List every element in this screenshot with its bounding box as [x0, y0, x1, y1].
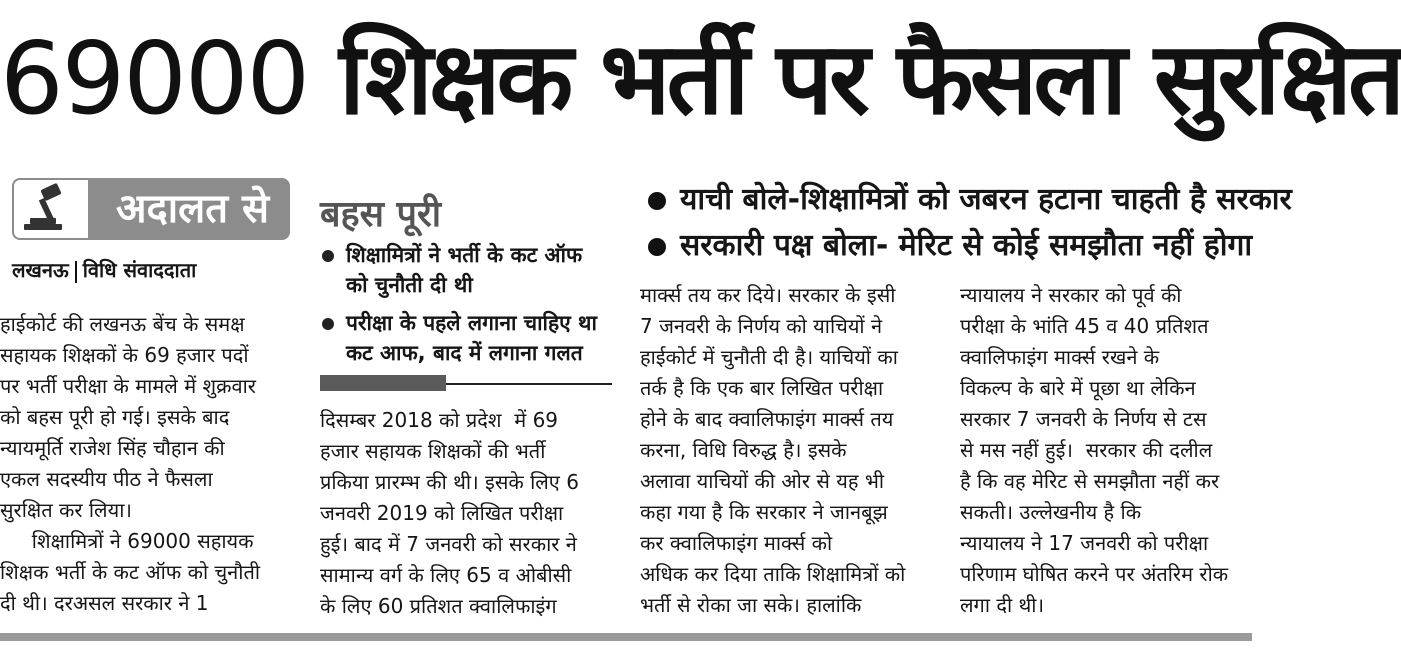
col4-line: से मस नहीं हुई। सरकार की दलील	[960, 438, 1213, 462]
col1-line: शिक्षक भर्ती के कट ऑफ को चुनौती	[0, 560, 261, 584]
col1-line: न्यायमूर्ति राजेश सिंह चौहान की	[0, 436, 225, 460]
col3-line: कहा गया है कि सरकार ने जानबूझ	[640, 500, 888, 524]
divider-bar	[320, 375, 446, 391]
col4-line: न्यायालय ने सरकार को पूर्व की	[960, 283, 1182, 307]
col3-line: मार्क्स तय कर दिये। सरकार के इसी	[640, 283, 896, 307]
headline-number: 69000	[0, 20, 309, 137]
col3-line: अधिक कर दिया ताकि शिक्षामित्रों को	[640, 562, 906, 586]
headline	[0, 14, 1401, 144]
col4-line: सकती। उल्लेखनीय है कि	[960, 500, 1142, 524]
col4-line: परीक्षा के भांति 45 व 40 प्रतिशत	[960, 314, 1209, 338]
col1-line: एकल सदस्यीय पीठ ने फैसला	[0, 467, 213, 491]
col3-line: भर्ती से रोका जा सके। हालांकि	[640, 593, 862, 617]
gavel-icon	[14, 180, 88, 238]
bullet-icon	[322, 318, 334, 330]
deck-line-1	[648, 180, 1292, 220]
col1-line: सुरक्षित कर लिया।	[0, 498, 132, 522]
bullet-text: कट आफ, बाद में लगाना गलत	[346, 341, 583, 365]
col1-line: को बहस पूरी हो गई। इसके बाद	[0, 405, 230, 429]
dateline-byline: विधि संवाददाता	[82, 258, 197, 282]
col3-line: हाईकोर्ट में चुनौती दी है। याचियों का	[640, 345, 898, 369]
col2-line: हुई। बाद में 7 जनवरी को सरकार ने	[320, 532, 577, 556]
deck-text: सरकारी पक्ष बोला- मेरिट से कोई समझौता नहीं होगा	[680, 228, 1253, 263]
deck-line-2	[648, 226, 1252, 266]
col4-line: सरकार 7 जनवरी के निर्णय से टस	[960, 407, 1207, 431]
col1-line: पर भर्ती परीक्षा के मामले में शुक्रवार	[0, 374, 256, 398]
col2-line: सामान्य वर्ग के लिए 65 व ओबीसी	[320, 563, 572, 587]
col1-line: हाईकोर्ट की लखनऊ बेंच के समक्ष	[0, 312, 245, 336]
col3-line: होने के बाद क्वालिफाइंग मार्क्स तय	[640, 407, 894, 431]
bullet-text: को चुनौती दी थी	[346, 273, 473, 297]
sidebar-bullet	[322, 240, 582, 300]
sidebar-title: बहस पूरी	[320, 194, 442, 235]
col3-line: 7 जनवरी के निर्णय को याचियों ने	[640, 314, 883, 338]
col1-line: दी थी। दरअसल सरकार ने 1	[0, 591, 209, 615]
col4-line: लगा दी थी।	[960, 593, 1045, 617]
section-tag-label: अदालत से	[116, 186, 270, 232]
col3-line: अलावा याचियों की ओर से यह भी	[640, 469, 885, 493]
article-column-2	[320, 405, 579, 622]
article-column-4	[960, 280, 1228, 621]
article-column-3	[640, 280, 905, 621]
headline-text: शिक्षक भर्ती पर फैसला सुरक्षित	[338, 20, 1401, 137]
col4-line: परिणाम घोषित करने पर अंतरिम रोक	[960, 562, 1229, 586]
dateline-divider	[75, 261, 77, 283]
dateline	[12, 256, 196, 283]
bullet-icon	[648, 192, 666, 210]
col1-line: सहायक शिक्षकों के 69 हजार पदों	[0, 343, 249, 367]
article-column-1	[0, 309, 260, 619]
col2-line: प्रकिया प्रारम्भ की थी। इसके लिए 6	[320, 470, 579, 494]
col2-line: हजार सहायक शिक्षकों की भर्ती	[320, 439, 546, 463]
bullet-text: शिक्षामित्रों ने भर्ती के कट ऑफ	[346, 243, 583, 267]
bullet-icon	[322, 250, 334, 262]
sidebar-bullet	[322, 308, 597, 368]
deck-text: याची बोले-शिक्षामित्रों को जबरन हटाना चाहती है सरकार	[680, 182, 1292, 217]
dateline-city: लखनऊ	[12, 258, 69, 282]
col1-line: शिक्षामित्रों ने 69000 सहायक	[0, 529, 254, 553]
col3-line: कर क्वालिफाइंग मार्क्स को	[640, 531, 833, 555]
bullet-icon	[648, 238, 666, 256]
col4-line: न्यायालय ने 17 जनवरी को परीक्षा	[960, 531, 1209, 555]
bullet-text: परीक्षा के पहले लगाना चाहिए था	[346, 311, 597, 335]
col4-line: क्वालिफाइंग मार्क्स रखने के	[960, 345, 1160, 369]
col3-line: करना, विधि विरुद्ध है। इसके	[640, 438, 847, 462]
section-tag	[12, 178, 290, 240]
col2-line: दिसम्बर 2018 को प्रदेश में 69	[320, 408, 559, 432]
col4-line: है कि वह मेरिट से समझौता नहीं कर	[960, 469, 1220, 493]
divider-rule	[446, 383, 612, 385]
col2-line: के लिए 60 प्रतिशत क्वालिफाइंग	[320, 594, 557, 618]
col3-line: तर्क है कि एक बार लिखित परीक्षा	[640, 376, 884, 400]
col4-line: विकल्प के बारे में पूछा था लेकिन	[960, 376, 1196, 400]
col2-line: जनवरी 2019 को लिखित परीक्षा	[320, 501, 564, 525]
bottom-rule	[0, 633, 1252, 641]
